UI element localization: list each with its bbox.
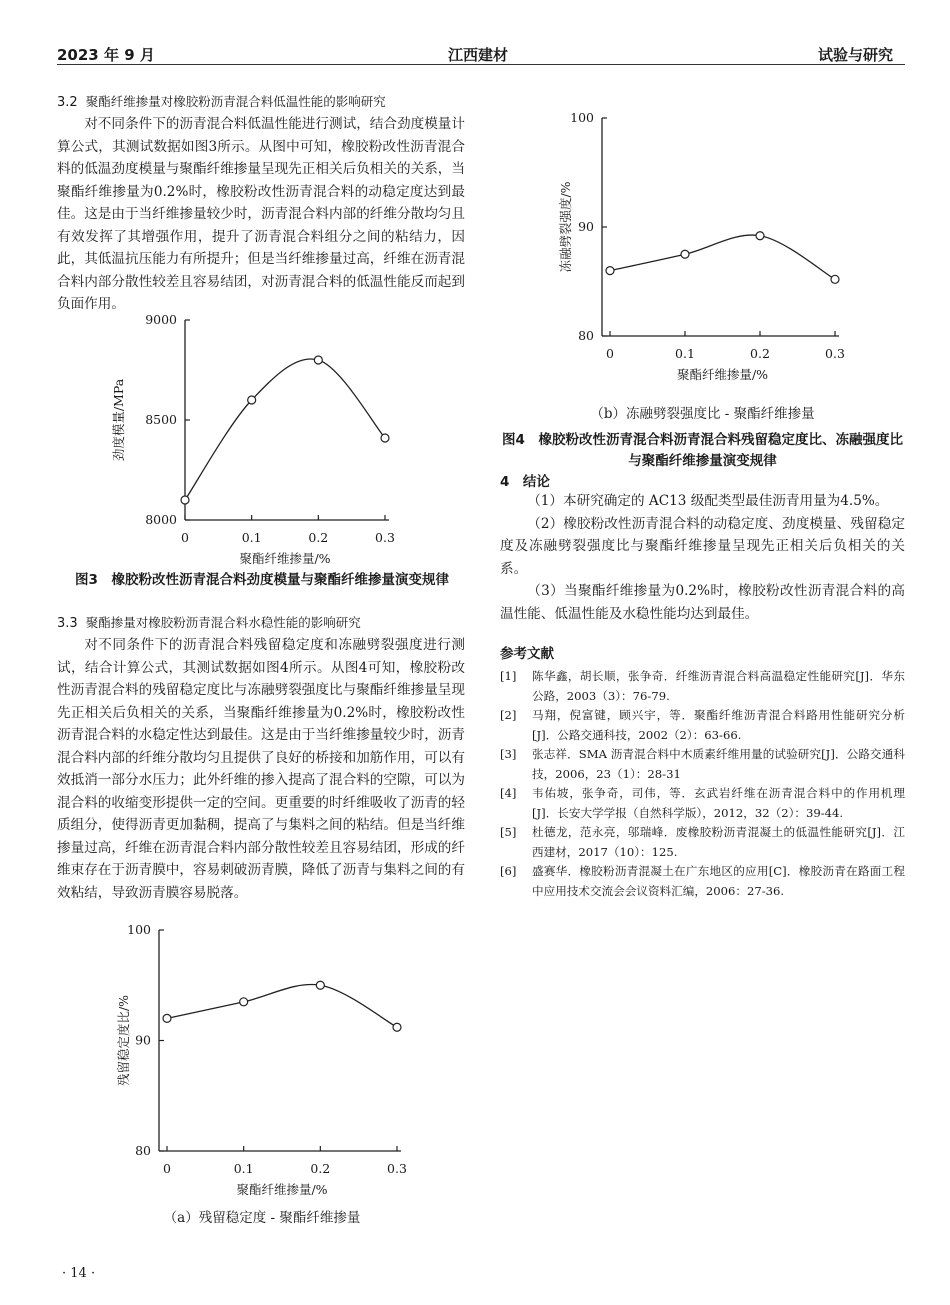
- fig3-chart: [95, 305, 425, 570]
- y-tick-label: 8000: [145, 512, 177, 527]
- y-tick-label: 80: [578, 328, 594, 343]
- reference-item: [500, 706, 905, 745]
- data-point: [248, 396, 256, 404]
- fig3-plot: [111, 312, 395, 566]
- y-tick-label: 100: [570, 110, 594, 125]
- x-tick-label: 0.1: [675, 346, 695, 361]
- section-3-3-body: 对不同条件下的沥青混合料残留稳定度和冻融劈裂强度进行测试，结合计算公式，其测试数据如图4所示。从图4可知，橡胶粉改性沥青混合料的残留稳定度比与冻融劈裂强度比与聚酯纤维掺量呈现先正相关后负相关的关系，当聚酯纤维掺量为0.2%时，橡胶粉改性沥青混合料的水稳定性达到最佳。这是由于当纤维掺量较少时，沥青混合料内部的纤维分散均匀且提供了良好的桥接和加筋作用，可以有效抵消一部分水压力；此外纤维的掺入提高了混合料的空隙，可以为混合料的收缩变形提供一定的空间。更重要的时纤维吸收了沥青的轻质组分，使得沥青更加黏稠，提高了与集料之间的粘结。但是当纤维掺量过高，纤维在沥青混合料内部分散性较差且容易结团，形成的纤维束存在于沥青膜中，容易刺破沥青膜，降低了沥青与集料之间的有效粘结，导致沥青膜容易脱落。: [57, 637, 465, 901]
- data-point: [181, 496, 189, 504]
- x-tick-label: 0.1: [241, 530, 262, 545]
- y-tick-label: 9000: [145, 312, 177, 327]
- data-point: [681, 250, 689, 258]
- x-tick-label: 0.3: [387, 1161, 407, 1176]
- y-tick-label: 80: [135, 1143, 151, 1158]
- header-section: 试验与研究: [818, 46, 894, 64]
- y-tick-label: 90: [135, 1032, 151, 1048]
- header-journal: 江西建材: [448, 46, 509, 64]
- series-line: [610, 235, 835, 279]
- fig4b-plot: [558, 110, 845, 382]
- section-3-2-heading: [57, 92, 467, 110]
- data-point: [381, 434, 389, 442]
- section-number: 3.3: [57, 616, 78, 631]
- references-heading: 参考文献: [500, 646, 554, 662]
- conclusion-item: （2）橡胶粉改性沥青混合料的动稳定度、劲度模量、残留稳定度及冻融劈裂强度比与聚酯纤维掺量呈现先正相关后负相关的关系。: [500, 515, 905, 577]
- reference-text: 张志祥．SMA 沥青混合料中木质素纤维用量的试验研究[J]．公路交通科技，2006，23（1）：28-31: [532, 747, 905, 781]
- reference-item: [500, 823, 905, 862]
- reference-number: [1]: [500, 669, 517, 683]
- series-line: [167, 985, 397, 1028]
- x-tick-label: 0.2: [308, 530, 329, 545]
- data-point: [316, 981, 324, 989]
- section-title: 聚酯纤维掺量对橡胶粉沥青混合料低温性能的影响研究: [85, 94, 386, 109]
- fig4a-plot: [116, 922, 407, 1197]
- reference-number: [2]: [500, 708, 517, 722]
- data-point: [314, 356, 322, 364]
- y-axis-label: 残留稳定度比/%: [116, 994, 131, 1087]
- fig4b-chart: [530, 100, 870, 395]
- reference-text: 马翔，倪富键，顾兴宇，等．聚酯纤维沥青混合料路用性能研究分析[J]．公路交通科技，2002（2）：63-66.: [532, 708, 905, 742]
- x-axis-label: 聚酯纤维掺量/%: [676, 367, 769, 382]
- x-tick-label: 0.2: [310, 1161, 331, 1176]
- section-title: 聚酯掺量对橡胶粉沥青混合料水稳性能的影响研究: [85, 615, 361, 630]
- conclusion-list: [500, 490, 905, 625]
- section-number: 3.2: [57, 95, 78, 110]
- reference-item: [500, 784, 905, 823]
- reference-number: [5]: [500, 825, 517, 839]
- data-point: [756, 232, 764, 240]
- reference-list: [500, 667, 905, 901]
- reference-number: [3]: [500, 747, 517, 761]
- reference-item: [500, 745, 905, 784]
- x-tick-label: 0: [181, 530, 189, 545]
- x-tick-label: 0.3: [375, 530, 395, 545]
- fig4-caption: 图4 橡胶粉改性沥青混合料沥青混合料残留稳定度比、冻融强度比与聚酯纤维掺量演变规律: [502, 432, 903, 469]
- reference-text: 韦佑坡，张争奇，司伟，等．玄武岩纤维在沥青混合料中的作用机理[J]．长安大学学报（自然科学版），2012，32（2）：39-44.: [532, 786, 905, 820]
- data-point: [163, 1014, 171, 1022]
- fig3-caption: 图3 橡胶粉改性沥青混合料劲度模量与聚酯纤维掺量演变规律: [75, 572, 449, 588]
- x-tick-label: 0.1: [233, 1161, 254, 1176]
- header-rule: [57, 64, 905, 65]
- x-axis-label: 聚酯纤维掺量/%: [239, 551, 331, 566]
- section-3-3-heading: [57, 613, 467, 631]
- x-tick-label: 0: [606, 346, 614, 361]
- reference-text: 陈华鑫，胡长顺，张争奇．纤维沥青混合料高温稳定性能研究[J]．华东公路，2003（3）：76-79.: [532, 669, 905, 703]
- page-number: · 14 ·: [62, 1266, 96, 1281]
- conclusion-item: （3）当聚酯纤维掺量为0.2%时，橡胶粉改性沥青混合料的高温性能、低温性能及水稳性能均达到最佳。: [500, 583, 905, 622]
- reference-number: [6]: [500, 864, 517, 878]
- conclusion-item: （1）本研究确定的 AC13 级配类型最佳沥青用量为4.5%。: [527, 493, 889, 509]
- fig4b-caption: （b）冻融劈裂强度比 - 聚酯纤维掺量: [590, 406, 815, 422]
- data-point: [606, 267, 614, 275]
- reference-text: 盛赛华．橡胶粉沥青混凝土在广东地区的应用[C]．橡胶沥青在路面工程中应用技术交流会会议资料汇编，2006：27-36.: [532, 864, 905, 898]
- section-3-2-body: 对不同条件下的沥青混合料低温性能进行测试，结合劲度模量计算公式，其测试数据如图3所示。从图中可知，橡胶粉改性沥青混合料的低温劲度模量与聚酯纤维掺量呈现先正相关后负相关的关系，当聚酯纤维掺量为0.2%时，橡胶粉改性沥青混合料的动稳定度达到最佳。这是由于当纤维掺量较少时，沥青混合料内部的纤维分散均匀且有效发挥了其增强作用，提升了沥青混合料组分之间的粘结力，因此，其低温抗压能力有所提升；但是当纤维掺量过高，纤维在沥青混合料内部分散性较差且容易结团，对沥青混合料的低温性能反而起到负面作用。: [57, 116, 465, 312]
- x-tick-label: 0: [163, 1161, 171, 1176]
- reference-item: [500, 862, 905, 901]
- y-axis-label: 冻融劈裂强度/%: [558, 181, 573, 273]
- fig4a-caption: （a）残留稳定度 - 聚酯纤维掺量: [163, 1210, 361, 1226]
- reference-text: 杜德龙，范永亮，邬瑞峰．废橡胶粉沥青混凝土的低温性能研究[J]．江西建材，2017（10）：125.: [532, 825, 905, 859]
- data-point: [831, 275, 839, 283]
- x-axis-label: 聚酯纤维掺量/%: [236, 1182, 328, 1197]
- series-line: [185, 359, 385, 500]
- x-tick-label: 0.2: [750, 346, 770, 361]
- header-date: 2023 年 9 月: [57, 46, 155, 64]
- x-tick-label: 0.3: [825, 346, 845, 361]
- data-point: [240, 998, 248, 1006]
- reference-item: [500, 667, 905, 706]
- conclusion-heading: 4 结论: [500, 474, 550, 490]
- reference-number: [4]: [500, 786, 517, 800]
- y-tick-label: 100: [127, 922, 151, 937]
- y-tick-label: 90: [578, 219, 594, 234]
- data-point: [393, 1023, 401, 1031]
- fig4a-chart: [100, 915, 430, 1205]
- y-tick-label: 8500: [145, 412, 177, 427]
- y-axis-label: 劲度模量/MPa: [111, 378, 126, 462]
